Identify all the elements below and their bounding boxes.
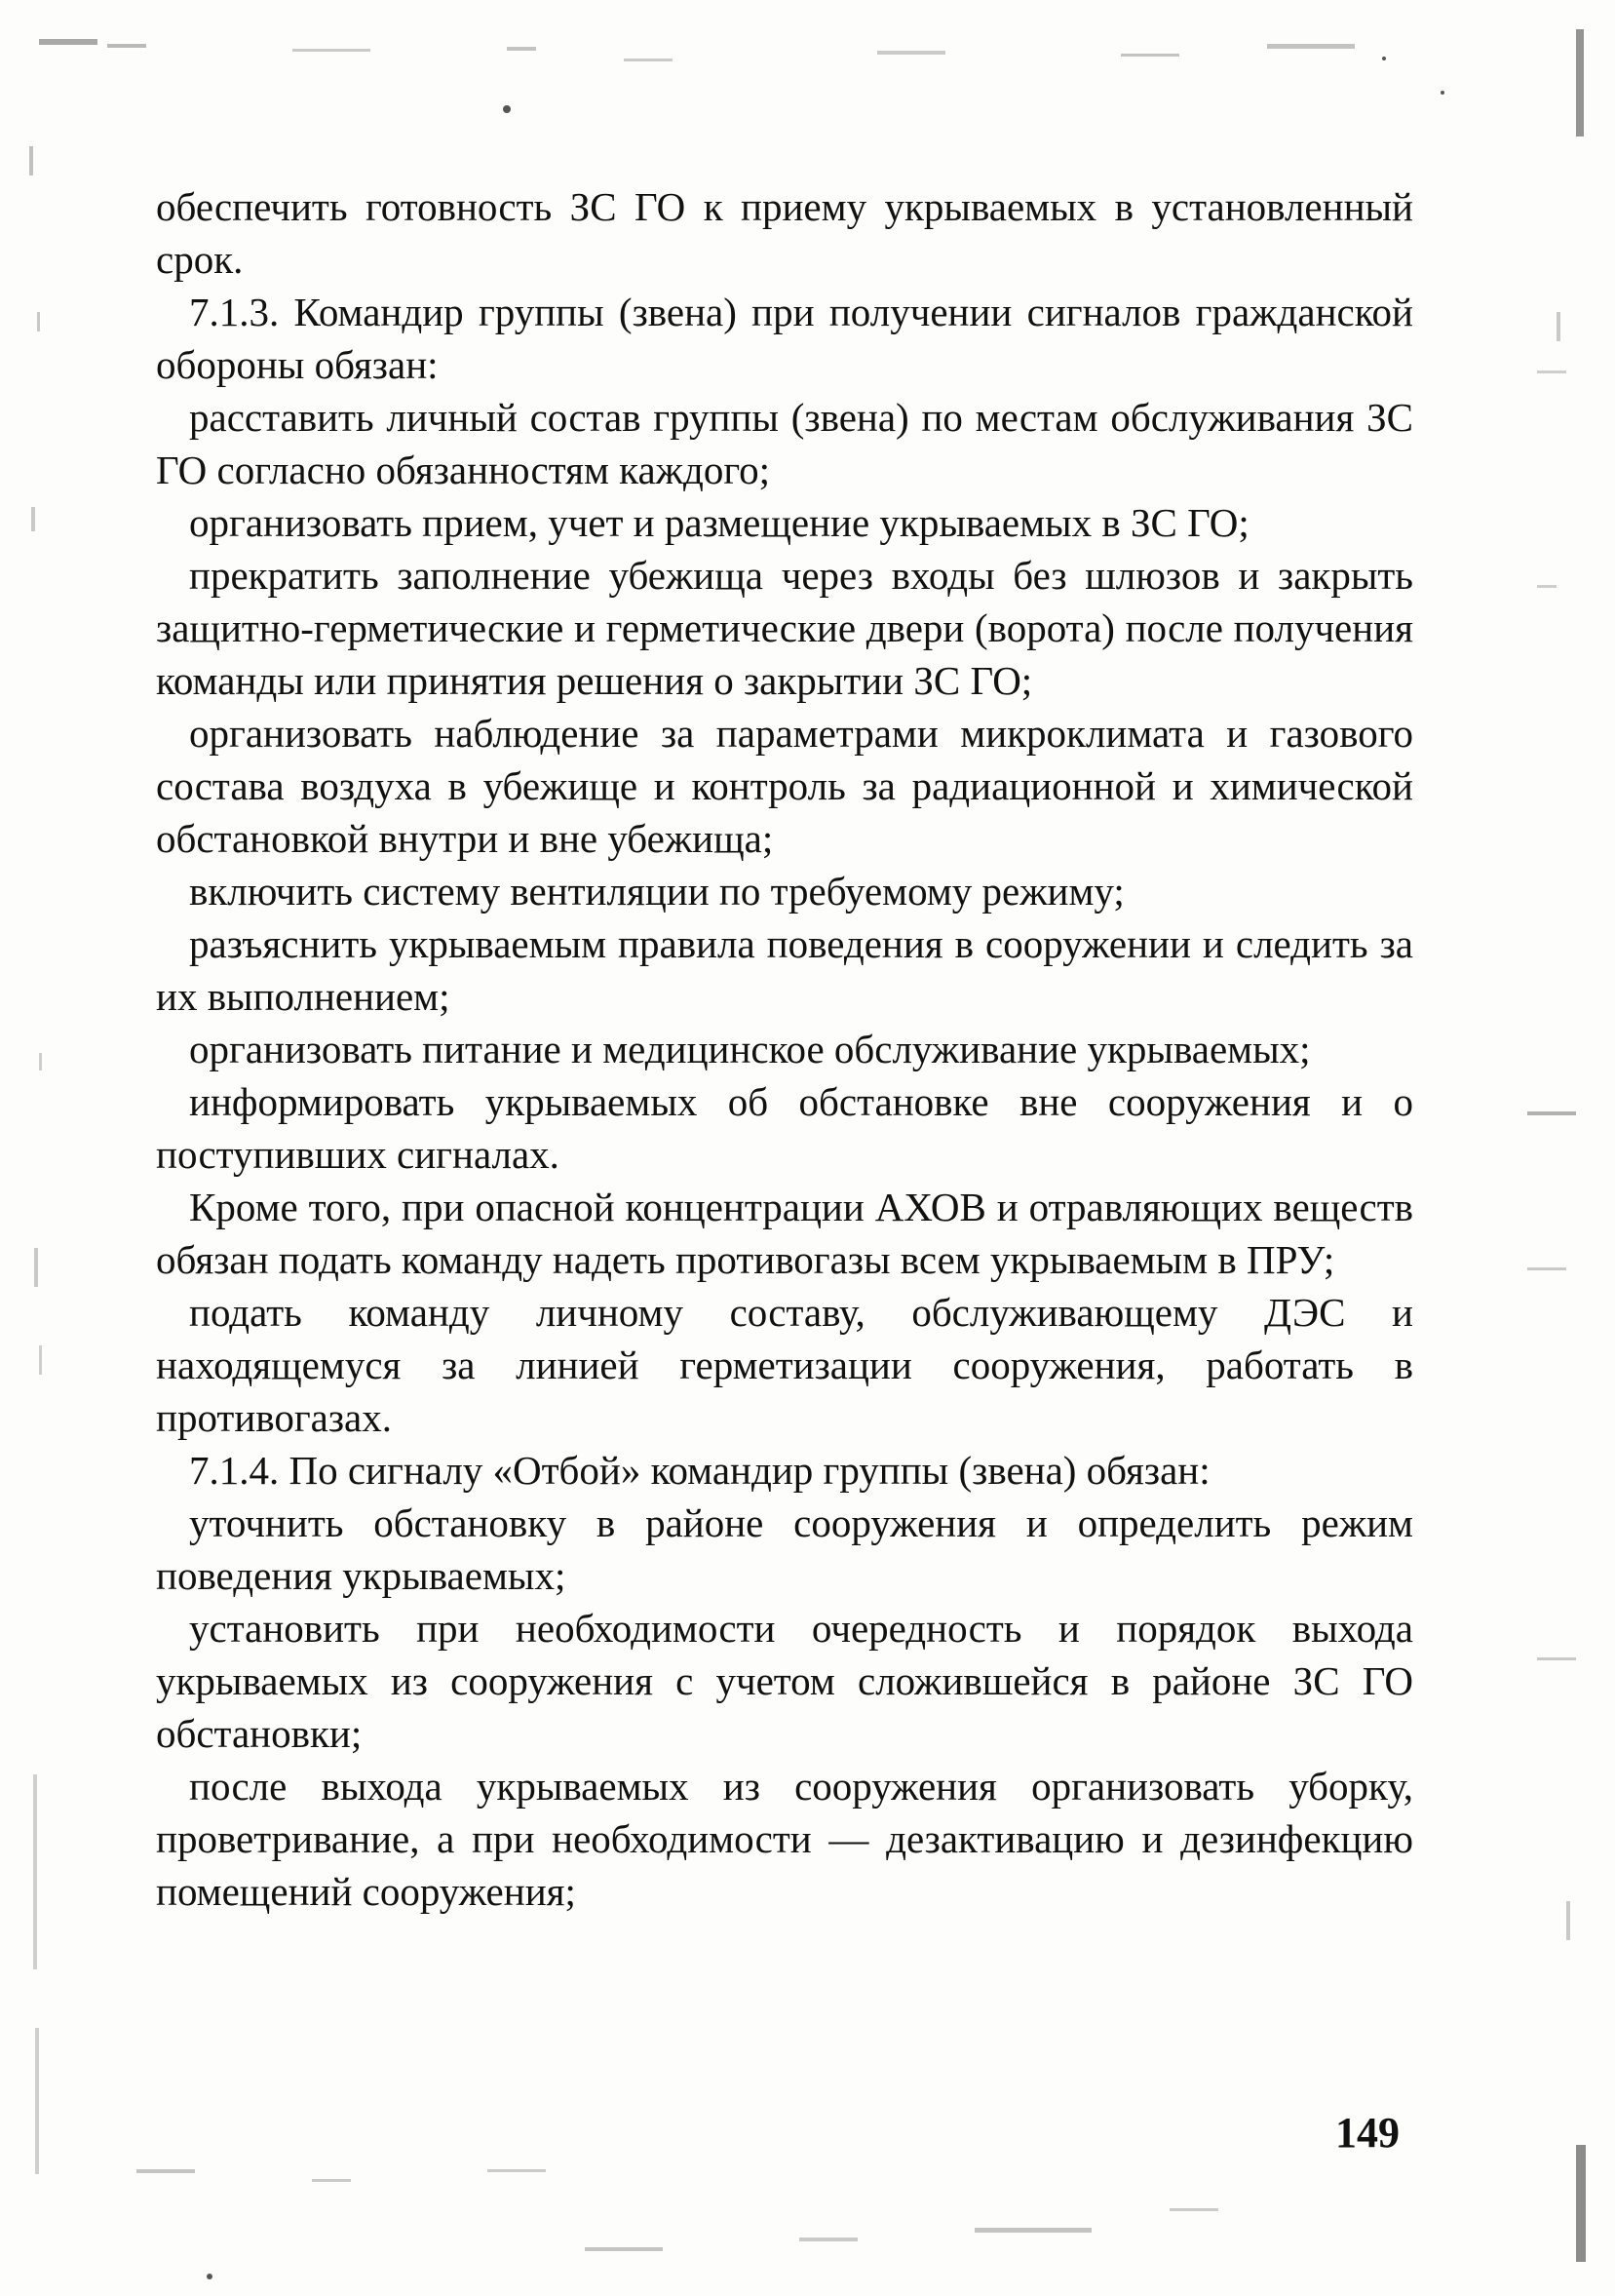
paragraph: уточнить обстановку в районе сооружения и определить режим поведения укрываемых;	[156, 1500, 1413, 1598]
paragraph: прекратить заполнение убежища через входы без шлюзов и закрыть защитно-герметические и герметические двери (ворота) после получения команды или принятия решения о закрытии ЗС ГО;	[156, 553, 1413, 703]
paragraph: организовать питание и медицинское обслуживание укрываемых;	[189, 1027, 1311, 1071]
scan-noise-left	[0, 0, 88, 2296]
paragraph: информировать укрываемых об обстановке вне сооружения и о поступивших сигналах.	[156, 1079, 1413, 1177]
paragraph: организовать прием, учет и размещение укрываемых в ЗС ГО;	[189, 500, 1250, 545]
paragraph: включить систему вентиляции по требуемому режиму;	[189, 869, 1125, 914]
scan-noise-right	[1498, 0, 1615, 2296]
paragraph: подать команду личному составу, обслуживающему ДЭС и находящемуся за линией герметизации сооружения, работать в противогазах.	[156, 1290, 1413, 1440]
scan-noise-top	[0, 0, 1615, 136]
paragraph: установить при необходимости очередность и порядок выхода укрываемых из сооружения с учетом сложившейся в районе ЗС ГО обстановки;	[156, 1606, 1413, 1756]
paragraph: расставить личный состав группы (звена) по местам обслуживания ЗС ГО согласно обязанностям каждого;	[156, 395, 1413, 492]
page-number: 149	[1335, 2109, 1400, 2157]
paragraph: 7.1.4. По сигналу «Отбой» командир группы (звена) обязан:	[189, 1448, 1211, 1493]
paragraph: после выхода укрываемых из сооружения организовать уборку, проветривание, а при необходимости — дезактивацию и дезинфекцию помещений сооружения;	[156, 1764, 1413, 1914]
body-text	[156, 180, 1413, 1918]
paragraph: обеспечить готовность ЗС ГО к приему укрываемых в установленный срок.	[156, 184, 1413, 282]
paragraph: разъяснить укрываемым правила поведения в сооружении и следить за их выполнением;	[156, 921, 1413, 1019]
paragraph: организовать наблюдение за параметрами микроклимата и газового состава воздуха в убежище и контроль за радиационной и химической обстановкой внутри и вне убежища;	[156, 711, 1413, 861]
paragraph: 7.1.3. Командир группы (звена) при получении сигналов гражданской обороны обязан:	[156, 290, 1413, 387]
scan-noise-bottom	[0, 2140, 1615, 2296]
paragraph: Кроме того, при опасной концентрации АХОВ и отравляющих веществ обязан подать команду надеть противогазы всем укрываемым в ПРУ;	[156, 1185, 1413, 1282]
